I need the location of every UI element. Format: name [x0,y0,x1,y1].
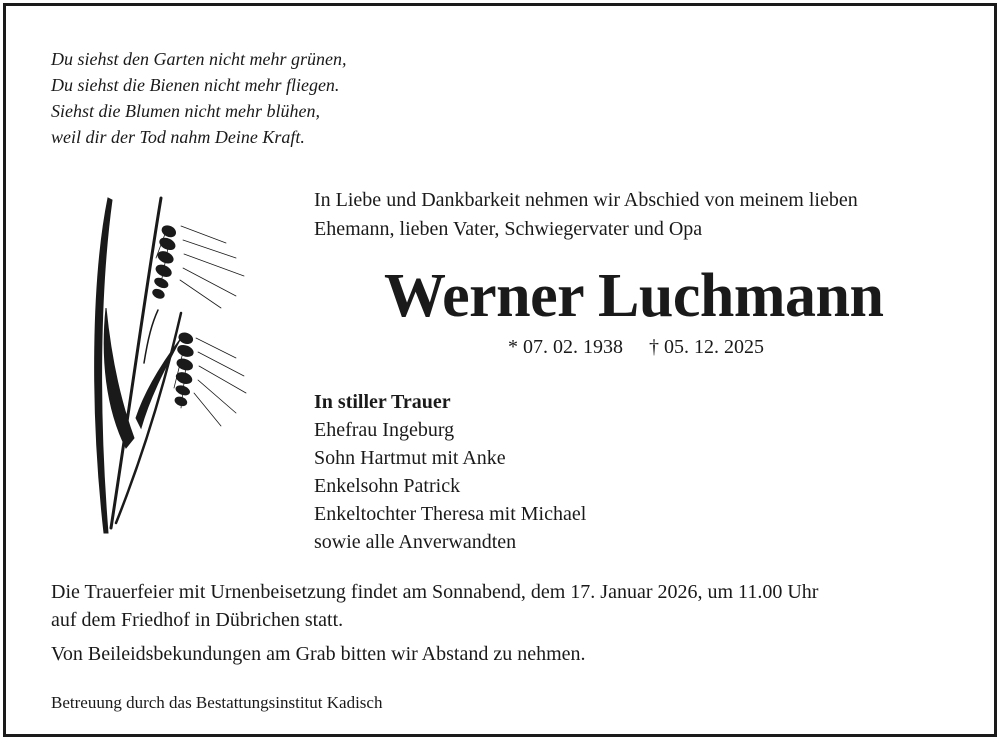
intro-line: Ehemann, lieben Vater, Schwiegervater und Opa [314,218,703,240]
mourner-name: Ehefrau Ingeburg [314,419,455,441]
obituary-card [3,3,997,737]
deceased-name: Werner Luchmann [384,262,884,330]
condolence-note: Von Beileidsbekundungen am Grab bitten wir Abstand zu nehmen. [51,643,586,665]
mourner-name: Enkeltochter Theresa mit Michael [314,503,587,525]
farewell-intro [314,186,858,244]
mourners-list [314,388,586,556]
mourner-name: Enkelsohn Patrick [314,475,461,497]
intro-line: In Liebe und Dankbarkeit nehmen wir Abschied von meinem lieben [314,189,858,211]
birth-date: * 07. 02. 1938 [508,336,623,358]
poem-line: Du siehst den Garten nicht mehr grünen, [51,49,347,69]
mourner-name: sowie alle Anverwandten [314,531,517,553]
ceremony-line: Die Trauerfeier mit Urnenbeisetzung findet am Sonnabend, dem 17. Januar 2026, um 11.00 Uhr [51,581,819,603]
ceremony-line: auf dem Friedhof in Dübrichen statt. [51,609,344,631]
wheat-ears-icon [86,188,256,538]
mourner-name: Sohn Hartmut mit Anke [314,447,506,469]
death-date: † 05. 12. 2025 [649,336,764,358]
poem-line: weil dir der Tod nahm Deine Kraft. [51,127,305,147]
life-dates [508,334,764,360]
memorial-poem [51,46,346,150]
mourners-heading: In stiller Trauer [314,391,451,413]
undertaker-credit: Betreuung durch das Bestattungsinstitut Kadisch [51,693,383,712]
funeral-notice [51,578,818,668]
poem-line: Du siehst die Bienen nicht mehr fliegen. [51,75,340,95]
poem-line: Siehst die Blumen nicht mehr blühen, [51,101,320,121]
